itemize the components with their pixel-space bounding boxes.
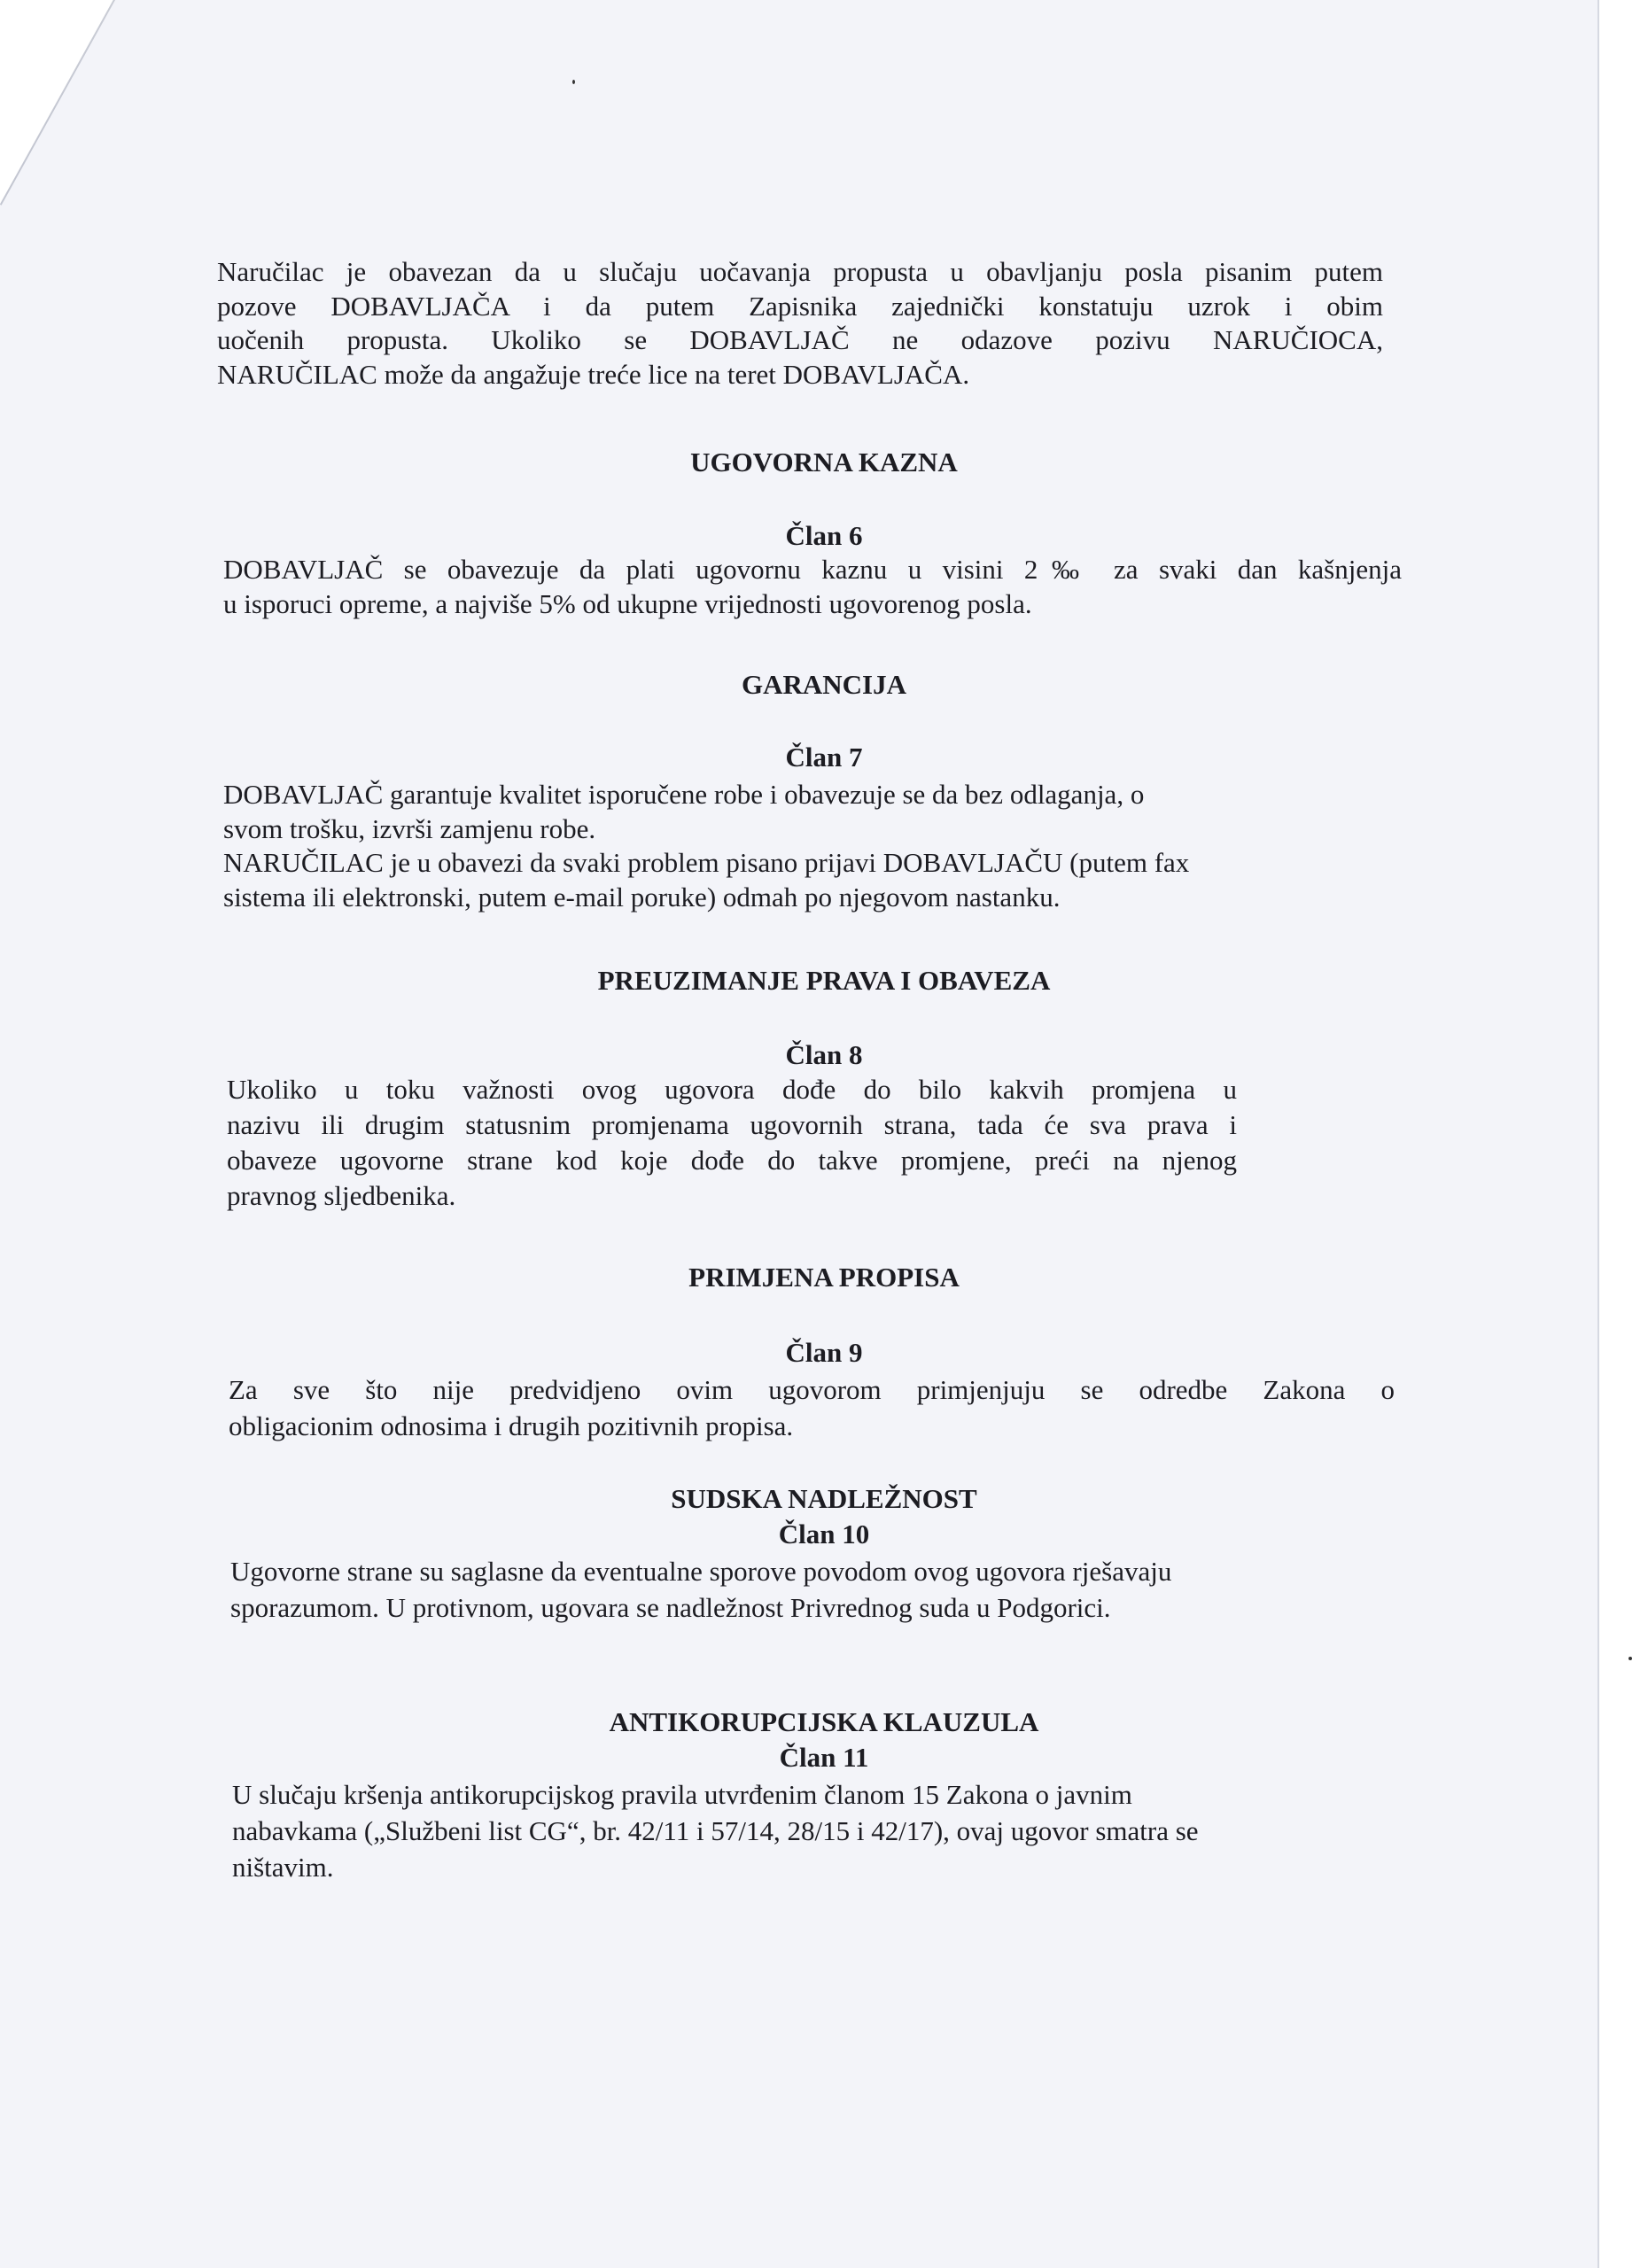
article-number-7: Član 7 bbox=[785, 742, 863, 773]
scan-speck bbox=[572, 80, 575, 84]
article-10-text bbox=[230, 1553, 1382, 1626]
article-7-line: NARUČILAC je u obavezi da svaki problem pisano prijavi DOBAVLJAČU (putem fax bbox=[223, 847, 1190, 878]
article-number-6: Član 6 bbox=[785, 520, 863, 551]
article-8-text bbox=[227, 1072, 1237, 1214]
section-heading-sudska-nadleznost: SUDSKA NADLEŽNOST bbox=[671, 1483, 977, 1514]
article-6-line: DOBAVLJAČ se obavezuje da plati ugovornu kaznu u visini 2‰ za svaki dan kašnjenja bbox=[223, 554, 1402, 585]
article-7-line: sistema ili elektronski, putem e-mail poruke) odmah po njegovom nastanku. bbox=[223, 881, 1061, 913]
article-9-line: obligacionim odnosima i drugih pozitivnih propisa. bbox=[229, 1410, 794, 1441]
article-number-10: Član 10 bbox=[778, 1518, 870, 1550]
intro-line: NARUČILAC može da angažuje treće lice na teret DOBAVLJAČA. bbox=[217, 358, 970, 390]
article-8-line: pravnog sljedbenika. bbox=[227, 1180, 456, 1211]
article-8-line: obaveze ugovorne strane kod koje dođe do takve promjene, preći na njenog bbox=[227, 1145, 1237, 1176]
article-7-line: DOBAVLJAČ garantuje kvalitet isporučene robe i obavezuje se da bez odlaganja, o bbox=[223, 779, 1145, 810]
section-heading-ugovorna-kazna: UGOVORNA KAZNA bbox=[690, 447, 958, 478]
article-11-text bbox=[232, 1776, 1384, 1885]
intro-line: pozove DOBAVLJAČA i da putem Zapisnika zajednički konstatuju uzrok i obim bbox=[217, 290, 1383, 322]
article-number-8: Član 8 bbox=[785, 1039, 863, 1070]
intro-line: uočenih propusta. Ukoliko se DOBAVLJAČ ne odazove pozivu NARUČIOCA, bbox=[217, 324, 1383, 355]
intro-line: Naručilac je obavezan da u slučaju uočavanja propusta u obavljanju posla pisanim putem bbox=[217, 256, 1383, 287]
article-8-line: Ukoliko u toku važnosti ovog ugovora dođe do bilo kakvih promjena u bbox=[227, 1074, 1237, 1105]
article-number-9: Član 9 bbox=[785, 1337, 863, 1368]
section-heading-garancija: GARANCIJA bbox=[742, 669, 906, 700]
article-8-line: nazivu ili drugim statusnim promjenama ugovornih strana, tada će sva prava i bbox=[227, 1109, 1237, 1140]
article-6-text bbox=[223, 553, 1402, 621]
article-7-text bbox=[223, 778, 1375, 914]
article-11-line: nabavkama („Službeni list CG“, br. 42/11 i 57/14, 28/15 i 42/17), ovaj ugovor smatra se bbox=[232, 1815, 1199, 1846]
section-heading-antikorupcijska-klauzula: ANTIKORUPCIJSKA KLAUZULA bbox=[609, 1706, 1039, 1737]
scan-margin-strip bbox=[1597, 0, 1648, 2268]
article-9-text bbox=[229, 1371, 1395, 1444]
article-11-line: U slučaju kršenja antikorupcijskog pravila utvrđenim članom 15 Zakona o javnim bbox=[232, 1779, 1132, 1810]
article-7-line: svom trošku, izvrši zamjenu robe. bbox=[223, 812, 596, 844]
article-6-line: u isporuci opreme, a najviše 5% od ukupne vrijednosti ugovorenog posla. bbox=[223, 587, 1032, 619]
intro-paragraph bbox=[217, 255, 1383, 392]
article-11-line: ništavim. bbox=[232, 1852, 334, 1883]
article-10-line: Ugovorne strane su saglasne da eventualne sporove povodom ovog ugovora rješavaju bbox=[230, 1556, 1172, 1587]
article-10-line: sporazumom. U protivnom, ugovara se nadležnost Privrednog suda u Podgorici. bbox=[230, 1592, 1111, 1623]
article-9-line: Za sve što nije predvidjeno ovim ugovorom primjenjuju se odredbe Zakona o bbox=[229, 1374, 1395, 1405]
section-heading-preuzimanje-prava: PREUZIMANJE PRAVA I OBAVEZA bbox=[597, 965, 1051, 996]
scan-speck bbox=[1629, 1657, 1632, 1660]
section-heading-primjena-propisa: PRIMJENA PROPISA bbox=[688, 1262, 960, 1293]
article-number-11: Član 11 bbox=[779, 1742, 869, 1773]
